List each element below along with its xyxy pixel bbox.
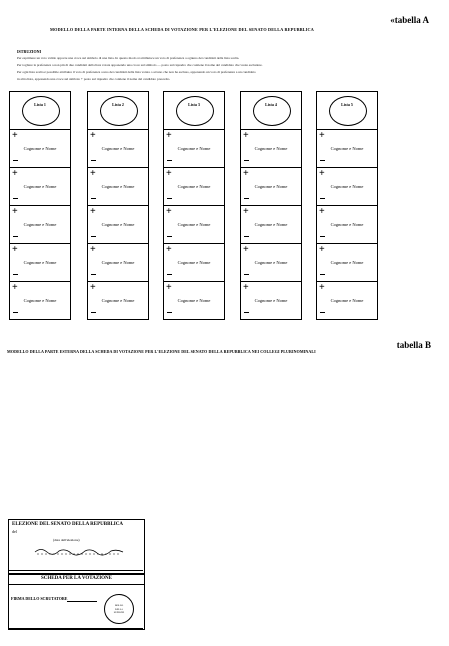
- scheda-label: SCHEDA PER LA VOTAZIONE: [8, 573, 145, 585]
- divider: [8, 628, 143, 629]
- candidate-box[interactable]: [9, 168, 71, 206]
- minus-icon[interactable]: [320, 312, 325, 313]
- candidate-box[interactable]: [9, 244, 71, 282]
- candidate-name: Cognome e Nome: [23, 260, 57, 265]
- list-label: Lista 2: [112, 102, 124, 107]
- candidate-name: Cognome e Nome: [254, 222, 288, 227]
- plus-icon[interactable]: +: [319, 244, 325, 255]
- plus-icon[interactable]: +: [12, 130, 18, 141]
- divider: [8, 570, 143, 571]
- plus-icon[interactable]: +: [90, 168, 96, 179]
- candidate-name: Cognome e Nome: [254, 146, 288, 151]
- candidate-name: Cognome e Nome: [254, 260, 288, 265]
- plus-icon[interactable]: +: [243, 130, 249, 141]
- plus-icon[interactable]: +: [12, 282, 18, 293]
- candidate-box[interactable]: [163, 244, 225, 282]
- candidate-box[interactable]: [87, 282, 149, 320]
- list-symbol-circle[interactable]: [22, 96, 60, 126]
- ballot-date-ref: (data dell'elezione): [53, 538, 80, 542]
- plus-icon[interactable]: +: [166, 244, 172, 255]
- istruzioni-line: Per esprimere un voto valido apporre una croce sul simbolo di una lista. In questo modo si attribuisce un voto di preferenza a ognuno dei candidati della lista scelta.: [17, 56, 240, 60]
- minus-icon[interactable]: [244, 312, 249, 313]
- stamp-line: DELLA: [114, 607, 124, 611]
- candidate-box[interactable]: [240, 130, 302, 168]
- minus-icon[interactable]: [244, 236, 249, 237]
- plus-icon[interactable]: +: [12, 244, 18, 255]
- candidate-name: Cognome e Nome: [330, 222, 364, 227]
- stamp-line: BOLLO: [114, 604, 124, 607]
- list-column: [316, 91, 378, 320]
- minus-icon[interactable]: [167, 274, 172, 275]
- list-symbol-box[interactable]: [240, 91, 302, 130]
- list-symbol-box[interactable]: [87, 91, 149, 130]
- list-column: [240, 91, 302, 320]
- candidate-box[interactable]: [9, 130, 71, 168]
- list-label: Lista 5: [341, 102, 353, 107]
- candidate-box[interactable]: [316, 244, 378, 282]
- plus-icon[interactable]: +: [166, 130, 172, 141]
- candidate-box[interactable]: [87, 206, 149, 244]
- minus-icon[interactable]: [320, 160, 325, 161]
- candidate-box[interactable]: [316, 282, 378, 320]
- candidate-name: Cognome e Nome: [330, 298, 364, 303]
- candidate-box[interactable]: [87, 244, 149, 282]
- minus-icon[interactable]: [13, 274, 18, 275]
- list-symbol-box[interactable]: [9, 91, 71, 130]
- candidate-box[interactable]: [9, 206, 71, 244]
- candidate-name: Cognome e Nome: [330, 184, 364, 189]
- minus-icon[interactable]: [320, 236, 325, 237]
- candidate-box[interactable]: [163, 206, 225, 244]
- list-symbol-box[interactable]: [163, 91, 225, 130]
- candidate-name: Cognome e Nome: [177, 146, 211, 151]
- list-label: Lista 3: [188, 102, 200, 107]
- list-column: [163, 91, 225, 320]
- list-symbol-circle[interactable]: [100, 96, 138, 126]
- candidate-box[interactable]: [240, 282, 302, 320]
- minus-icon[interactable]: [91, 198, 96, 199]
- list-symbol-circle[interactable]: [329, 96, 367, 126]
- candidate-name: Cognome e Nome: [101, 260, 135, 265]
- minus-icon[interactable]: [91, 312, 96, 313]
- title-b: MODELLO DELLA PARTE ESTERNA DELLA SCHEDA DI VOTAZIONE PER L'ELEZIONE DEL SENATO DELLA REPUBBLICA NEI COLLEGI PLURINOMINALI: [7, 349, 316, 354]
- candidate-box[interactable]: [240, 168, 302, 206]
- minus-icon[interactable]: [167, 198, 172, 199]
- minus-icon[interactable]: [167, 236, 172, 237]
- candidate-box[interactable]: [316, 168, 378, 206]
- candidate-name: Cognome e Nome: [23, 184, 57, 189]
- candidate-box[interactable]: [163, 168, 225, 206]
- candidate-name: Cognome e Nome: [101, 222, 135, 227]
- firma-label: FIRMA DELLO SCRUTATORE: [11, 596, 68, 601]
- minus-icon[interactable]: [13, 236, 18, 237]
- plus-icon[interactable]: +: [319, 130, 325, 141]
- minus-icon[interactable]: [13, 160, 18, 161]
- istruzioni-heading: ISTRUZIONI: [17, 49, 42, 54]
- candidate-box[interactable]: [87, 168, 149, 206]
- candidate-name: Cognome e Nome: [177, 184, 211, 189]
- handwritten-date: [33, 546, 125, 556]
- stamp-line: SEZIONE: [113, 611, 125, 614]
- minus-icon[interactable]: [167, 160, 172, 161]
- plus-icon[interactable]: +: [166, 282, 172, 293]
- tabella-b-label: tabella B: [396, 340, 431, 350]
- candidate-name: Cognome e Nome: [177, 298, 211, 303]
- plus-icon[interactable]: +: [12, 206, 18, 217]
- plus-icon[interactable]: +: [90, 206, 96, 217]
- stamp-icon: [104, 594, 134, 624]
- candidate-name: Cognome e Nome: [101, 184, 135, 189]
- list-column: [9, 91, 71, 320]
- candidate-name: Cognome e Nome: [23, 146, 57, 151]
- ballot-del: del: [12, 529, 17, 534]
- candidate-name: Cognome e Nome: [330, 146, 364, 151]
- plus-icon[interactable]: +: [319, 282, 325, 293]
- list-label: Lista 1: [34, 102, 46, 107]
- candidate-box[interactable]: [316, 206, 378, 244]
- candidate-name: Cognome e Nome: [177, 222, 211, 227]
- candidate-box[interactable]: [9, 282, 71, 320]
- plus-icon[interactable]: +: [90, 282, 96, 293]
- signature-line: [67, 601, 97, 602]
- firma-box: [8, 584, 145, 630]
- candidate-name: Cognome e Nome: [23, 222, 57, 227]
- plus-icon[interactable]: +: [90, 244, 96, 255]
- minus-icon[interactable]: [320, 274, 325, 275]
- candidate-name: Cognome e Nome: [177, 260, 211, 265]
- candidate-box[interactable]: [240, 244, 302, 282]
- minus-icon[interactable]: [91, 236, 96, 237]
- ballot-exterior: [8, 519, 145, 575]
- list-column: [87, 91, 149, 320]
- istruzioni-line: in altra lista, apponendo una croce sul simbolo + posto sul riquadro che contiene il nome del candidato prescelto.: [17, 77, 171, 81]
- ballot-title: ELEZIONE DEL SENATO DELLA REPUBBLICA: [12, 522, 123, 527]
- candidate-box[interactable]: [316, 130, 378, 168]
- plus-icon[interactable]: +: [243, 282, 249, 293]
- candidate-name: Cognome e Nome: [254, 184, 288, 189]
- minus-icon[interactable]: [244, 160, 249, 161]
- candidate-box[interactable]: [240, 206, 302, 244]
- candidate-name: Cognome e Nome: [23, 298, 57, 303]
- plus-icon[interactable]: +: [243, 168, 249, 179]
- list-symbol-box[interactable]: [316, 91, 378, 130]
- istruzioni-line: Per togliere la preferenza a non più di due candidati della lista votata apponendo una croce sul simbolo — posto sul riquadro che contiene il nome del candidato che vuole escludere.: [17, 63, 263, 67]
- title-a: MODELLO DELLA PARTE INTERNA DELLA SCHEDA DI VOTAZIONE PER L'ELEZIONE DEL SENATO DELLA REPUBBLICA: [50, 27, 314, 32]
- plus-icon[interactable]: +: [319, 206, 325, 217]
- plus-icon[interactable]: +: [12, 168, 18, 179]
- candidate-name: Cognome e Nome: [101, 146, 135, 151]
- plus-icon[interactable]: +: [90, 130, 96, 141]
- list-symbol-circle[interactable]: [176, 96, 214, 126]
- minus-icon[interactable]: [13, 312, 18, 313]
- list-symbol-circle[interactable]: [253, 96, 291, 126]
- plus-icon[interactable]: +: [166, 168, 172, 179]
- minus-icon[interactable]: [244, 274, 249, 275]
- plus-icon[interactable]: +: [166, 206, 172, 217]
- plus-icon[interactable]: +: [319, 168, 325, 179]
- minus-icon[interactable]: [13, 198, 18, 199]
- minus-icon[interactable]: [91, 160, 96, 161]
- list-label: Lista 4: [265, 102, 277, 107]
- istruzioni-line: Per ogni lista scelta è possibile attribuire il voto di preferenza a uno dei candidati della lista votata o ad uno che non ha escluso, apponendo un voto di preferenza a un candidato: [17, 70, 256, 74]
- minus-icon[interactable]: [91, 274, 96, 275]
- candidate-name: Cognome e Nome: [330, 260, 364, 265]
- candidate-name: Cognome e Nome: [254, 298, 288, 303]
- tabella-a-label: «tabella A: [390, 15, 429, 25]
- minus-icon[interactable]: [167, 312, 172, 313]
- candidate-box[interactable]: [87, 130, 149, 168]
- candidate-box[interactable]: [163, 282, 225, 320]
- candidate-box[interactable]: [163, 130, 225, 168]
- plus-icon[interactable]: +: [243, 244, 249, 255]
- plus-icon[interactable]: +: [243, 206, 249, 217]
- minus-icon[interactable]: [320, 198, 325, 199]
- candidate-name: Cognome e Nome: [101, 298, 135, 303]
- minus-icon[interactable]: [244, 198, 249, 199]
